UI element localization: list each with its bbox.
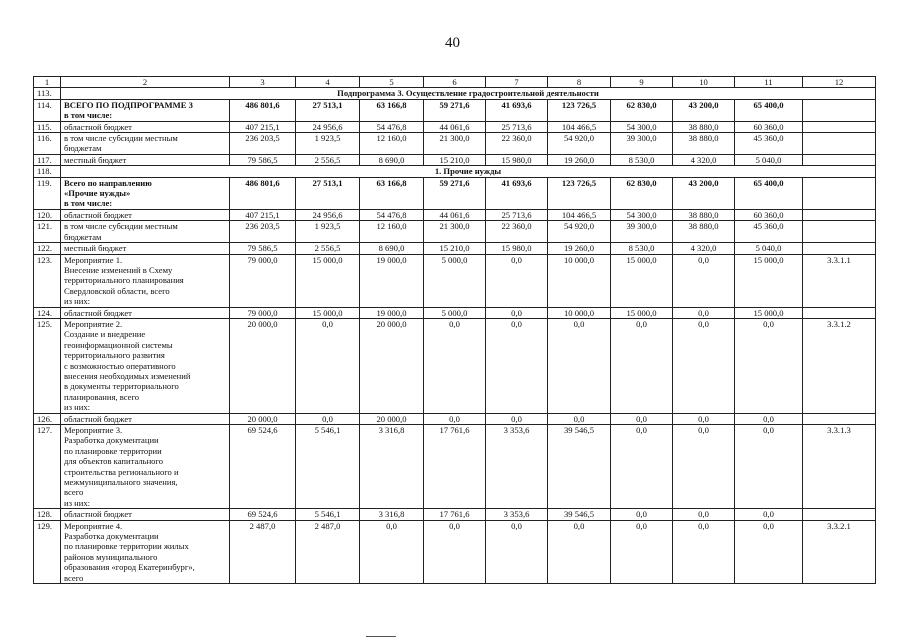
description-cell: областной бюджет (61, 509, 230, 520)
code-cell: 3.3.1.3 (803, 425, 876, 509)
value-cell: 0,0 (673, 413, 735, 424)
value-cell: 0,0 (673, 318, 735, 413)
value-cell: 12 160,0 (360, 133, 424, 155)
description-cell: Мероприятие 2. Создание и внедрение геоинформационной системы территориального развития с возможностью оперативного внесения необходимых изменений в документы территориального планирования, всего из них: (61, 318, 230, 413)
value-cell: 19 000,0 (360, 254, 424, 307)
value-cell: 0,0 (424, 520, 486, 583)
value-cell: 0,0 (548, 318, 611, 413)
table-row (34, 99, 876, 121)
value-cell: 5 000,0 (424, 307, 486, 318)
header-cell: 8 (548, 77, 611, 88)
header-cell: 2 (61, 77, 230, 88)
value-cell: 0,0 (611, 520, 673, 583)
table-row (34, 221, 876, 243)
value-cell: 0,0 (735, 520, 803, 583)
value-cell: 0,0 (548, 520, 611, 583)
value-cell: 17 761,6 (424, 425, 486, 509)
code-cell (803, 209, 876, 220)
description-cell: Мероприятие 4. Разработка документации по планировке территории жилых районов муниципального образования «город Екатеринбург», всего (61, 520, 230, 583)
value-cell: 0,0 (360, 520, 424, 583)
value-cell: 5 040,0 (735, 243, 803, 254)
value-cell: 79 586,5 (230, 154, 296, 165)
code-cell (803, 133, 876, 155)
description-cell: ВСЕГО ПО ПОДПРОГРАММЕ 3 в том числе: (61, 99, 230, 121)
header-cell: 7 (486, 77, 548, 88)
value-cell: 19 000,0 (360, 307, 424, 318)
table-body (34, 77, 876, 584)
value-cell: 20 000,0 (360, 318, 424, 413)
description-cell: областной бюджет (61, 121, 230, 132)
section-title-cell: 1. Прочие нужды (61, 166, 876, 177)
code-cell (803, 243, 876, 254)
description-cell: Всего по направлению «Прочие нужды» в том числе: (61, 177, 230, 209)
value-cell: 3 316,8 (360, 509, 424, 520)
value-cell: 236 203,5 (230, 133, 296, 155)
table-row (34, 154, 876, 165)
value-cell: 39 300,0 (611, 133, 673, 155)
value-cell: 0,0 (611, 425, 673, 509)
budget-table (33, 76, 876, 584)
value-cell: 15 000,0 (296, 254, 360, 307)
row-number-cell: 129. (34, 520, 61, 583)
value-cell: 0,0 (735, 425, 803, 509)
value-cell: 15 980,0 (486, 243, 548, 254)
row-number-cell: 116. (34, 133, 61, 155)
value-cell: 54 476,8 (360, 121, 424, 132)
code-cell (803, 99, 876, 121)
value-cell: 4 320,0 (673, 243, 735, 254)
description-cell: областной бюджет (61, 413, 230, 424)
header-cell: 9 (611, 77, 673, 88)
row-number-cell: 120. (34, 209, 61, 220)
value-cell: 60 360,0 (735, 121, 803, 132)
value-cell: 25 713,6 (486, 121, 548, 132)
value-cell: 54 476,8 (360, 209, 424, 220)
header-cell: 10 (673, 77, 735, 88)
value-cell: 54 920,0 (548, 221, 611, 243)
value-cell: 0,0 (735, 509, 803, 520)
value-cell: 15 980,0 (486, 154, 548, 165)
value-cell: 0,0 (486, 520, 548, 583)
value-cell: 0,0 (735, 318, 803, 413)
description-cell: Мероприятие 1. Внесение изменений в Схему территориального планирования Свердловской области, всего из них: (61, 254, 230, 307)
value-cell: 54 920,0 (548, 133, 611, 155)
value-cell: 15 000,0 (611, 254, 673, 307)
row-number-cell: 115. (34, 121, 61, 132)
row-number-cell: 117. (34, 154, 61, 165)
value-cell: 0,0 (486, 254, 548, 307)
header-cell: 3 (230, 77, 296, 88)
value-cell: 0,0 (673, 520, 735, 583)
value-cell: 21 300,0 (424, 133, 486, 155)
code-cell (803, 154, 876, 165)
value-cell: 5 040,0 (735, 154, 803, 165)
section-row (34, 166, 876, 177)
table-row (34, 413, 876, 424)
value-cell: 20 000,0 (230, 413, 296, 424)
table-row (34, 133, 876, 155)
value-cell: 15 000,0 (296, 307, 360, 318)
value-cell: 0,0 (611, 413, 673, 424)
header-cell: 12 (803, 77, 876, 88)
value-cell: 45 360,0 (735, 133, 803, 155)
value-cell: 1 923,5 (296, 133, 360, 155)
header-cell: 5 (360, 77, 424, 88)
value-cell: 38 880,0 (673, 133, 735, 155)
value-cell: 3 353,6 (486, 425, 548, 509)
value-cell: 19 260,0 (548, 154, 611, 165)
value-cell: 24 956,6 (296, 209, 360, 220)
value-cell: 17 761,6 (424, 509, 486, 520)
value-cell: 43 200,0 (673, 99, 735, 121)
value-cell: 8 690,0 (360, 154, 424, 165)
table-row (34, 520, 876, 583)
value-cell: 0,0 (673, 254, 735, 307)
table-row (34, 243, 876, 254)
value-cell: 79 000,0 (230, 254, 296, 307)
table-row (34, 509, 876, 520)
value-cell: 123 726,5 (548, 177, 611, 209)
value-cell: 12 160,0 (360, 221, 424, 243)
code-cell (803, 413, 876, 424)
description-cell: местный бюджет (61, 154, 230, 165)
value-cell: 15 210,0 (424, 154, 486, 165)
value-cell: 5 546,1 (296, 509, 360, 520)
value-cell: 15 000,0 (735, 254, 803, 307)
value-cell: 41 693,6 (486, 99, 548, 121)
value-cell: 22 360,0 (486, 221, 548, 243)
row-number-cell: 114. (34, 99, 61, 121)
value-cell: 8 530,0 (611, 154, 673, 165)
value-cell: 0,0 (735, 413, 803, 424)
code-cell: 3.3.1.2 (803, 318, 876, 413)
code-cell (803, 509, 876, 520)
value-cell: 41 693,6 (486, 177, 548, 209)
value-cell: 0,0 (673, 425, 735, 509)
value-cell: 59 271,6 (424, 99, 486, 121)
value-cell: 63 166,8 (360, 177, 424, 209)
value-cell: 407 215,1 (230, 121, 296, 132)
value-cell: 44 061,6 (424, 209, 486, 220)
value-cell: 5 000,0 (424, 254, 486, 307)
value-cell: 0,0 (611, 318, 673, 413)
row-number-cell: 119. (34, 177, 61, 209)
value-cell: 79 586,5 (230, 243, 296, 254)
value-cell: 407 215,1 (230, 209, 296, 220)
value-cell: 0,0 (673, 509, 735, 520)
description-cell: в том числе субсидии местным бюджетам (61, 133, 230, 155)
value-cell: 10 000,0 (548, 254, 611, 307)
value-cell: 8 530,0 (611, 243, 673, 254)
value-cell: 2 556,5 (296, 243, 360, 254)
row-number-cell: 125. (34, 318, 61, 413)
code-cell (803, 307, 876, 318)
description-cell: в том числе субсидии местным бюджетам (61, 221, 230, 243)
value-cell: 38 880,0 (673, 209, 735, 220)
row-number-cell: 122. (34, 243, 61, 254)
table-row (34, 177, 876, 209)
row-number-cell: 128. (34, 509, 61, 520)
value-cell: 38 880,0 (673, 121, 735, 132)
value-cell: 0,0 (296, 413, 360, 424)
value-cell: 486 801,6 (230, 177, 296, 209)
value-cell: 0,0 (424, 413, 486, 424)
description-cell: Мероприятие 3. Разработка документации по планировке территории для объектов капитального строительства регионального и межмуниципального значения, всего из них: (61, 425, 230, 509)
description-cell: областной бюджет (61, 209, 230, 220)
value-cell: 39 546,5 (548, 509, 611, 520)
footer-divider (366, 636, 396, 637)
value-cell: 44 061,6 (424, 121, 486, 132)
header-cell: 1 (34, 77, 61, 88)
value-cell: 0,0 (548, 413, 611, 424)
table-row (34, 425, 876, 509)
value-cell: 22 360,0 (486, 133, 548, 155)
value-cell: 0,0 (486, 307, 548, 318)
value-cell: 0,0 (296, 318, 360, 413)
value-cell: 4 320,0 (673, 154, 735, 165)
table-row (34, 209, 876, 220)
value-cell: 19 260,0 (548, 243, 611, 254)
table-header-row (34, 77, 876, 88)
value-cell: 3 353,6 (486, 509, 548, 520)
table-row (34, 254, 876, 307)
section-title-cell: Подпрограмма 3. Осуществление градостроительной деятельности (61, 88, 876, 99)
value-cell: 65 400,0 (735, 99, 803, 121)
value-cell: 24 956,6 (296, 121, 360, 132)
description-cell: местный бюджет (61, 243, 230, 254)
header-cell: 4 (296, 77, 360, 88)
code-cell: 3.3.2.1 (803, 520, 876, 583)
value-cell: 486 801,6 (230, 99, 296, 121)
value-cell: 38 880,0 (673, 221, 735, 243)
value-cell: 21 300,0 (424, 221, 486, 243)
table-row (34, 121, 876, 132)
row-number-cell: 121. (34, 221, 61, 243)
value-cell: 25 713,6 (486, 209, 548, 220)
code-cell: 3.3.1.1 (803, 254, 876, 307)
row-number-cell: 118. (34, 166, 61, 177)
value-cell: 79 000,0 (230, 307, 296, 318)
value-cell: 236 203,5 (230, 221, 296, 243)
value-cell: 39 300,0 (611, 221, 673, 243)
code-cell (803, 177, 876, 209)
value-cell: 69 524,6 (230, 509, 296, 520)
value-cell: 0,0 (486, 413, 548, 424)
value-cell: 62 830,0 (611, 177, 673, 209)
value-cell: 104 466,5 (548, 209, 611, 220)
value-cell: 0,0 (673, 307, 735, 318)
row-number-cell: 127. (34, 425, 61, 509)
value-cell: 62 830,0 (611, 99, 673, 121)
value-cell: 39 546,5 (548, 425, 611, 509)
row-number-cell: 124. (34, 307, 61, 318)
value-cell: 0,0 (611, 509, 673, 520)
description-cell: областной бюджет (61, 307, 230, 318)
value-cell: 5 546,1 (296, 425, 360, 509)
value-cell: 0,0 (424, 318, 486, 413)
value-cell: 2 487,0 (296, 520, 360, 583)
row-number-cell: 126. (34, 413, 61, 424)
section-row (34, 88, 876, 99)
value-cell: 20 000,0 (230, 318, 296, 413)
value-cell: 65 400,0 (735, 177, 803, 209)
value-cell: 0,0 (486, 318, 548, 413)
value-cell: 3 316,8 (360, 425, 424, 509)
value-cell: 63 166,8 (360, 99, 424, 121)
value-cell: 43 200,0 (673, 177, 735, 209)
value-cell: 104 466,5 (548, 121, 611, 132)
table-row (34, 318, 876, 413)
value-cell: 54 300,0 (611, 209, 673, 220)
value-cell: 8 690,0 (360, 243, 424, 254)
value-cell: 45 360,0 (735, 221, 803, 243)
value-cell: 27 513,1 (296, 99, 360, 121)
value-cell: 15 210,0 (424, 243, 486, 254)
value-cell: 1 923,5 (296, 221, 360, 243)
row-number-cell: 113. (34, 88, 61, 99)
header-cell: 6 (424, 77, 486, 88)
value-cell: 20 000,0 (360, 413, 424, 424)
value-cell: 59 271,6 (424, 177, 486, 209)
value-cell: 2 487,0 (230, 520, 296, 583)
row-number-cell: 123. (34, 254, 61, 307)
code-cell (803, 121, 876, 132)
value-cell: 27 513,1 (296, 177, 360, 209)
table-row (34, 307, 876, 318)
page-number: 40 (445, 35, 460, 51)
header-cell: 11 (735, 77, 803, 88)
value-cell: 123 726,5 (548, 99, 611, 121)
code-cell (803, 221, 876, 243)
value-cell: 54 300,0 (611, 121, 673, 132)
value-cell: 2 556,5 (296, 154, 360, 165)
value-cell: 10 000,0 (548, 307, 611, 318)
value-cell: 15 000,0 (611, 307, 673, 318)
value-cell: 15 000,0 (735, 307, 803, 318)
value-cell: 60 360,0 (735, 209, 803, 220)
value-cell: 69 524,6 (230, 425, 296, 509)
